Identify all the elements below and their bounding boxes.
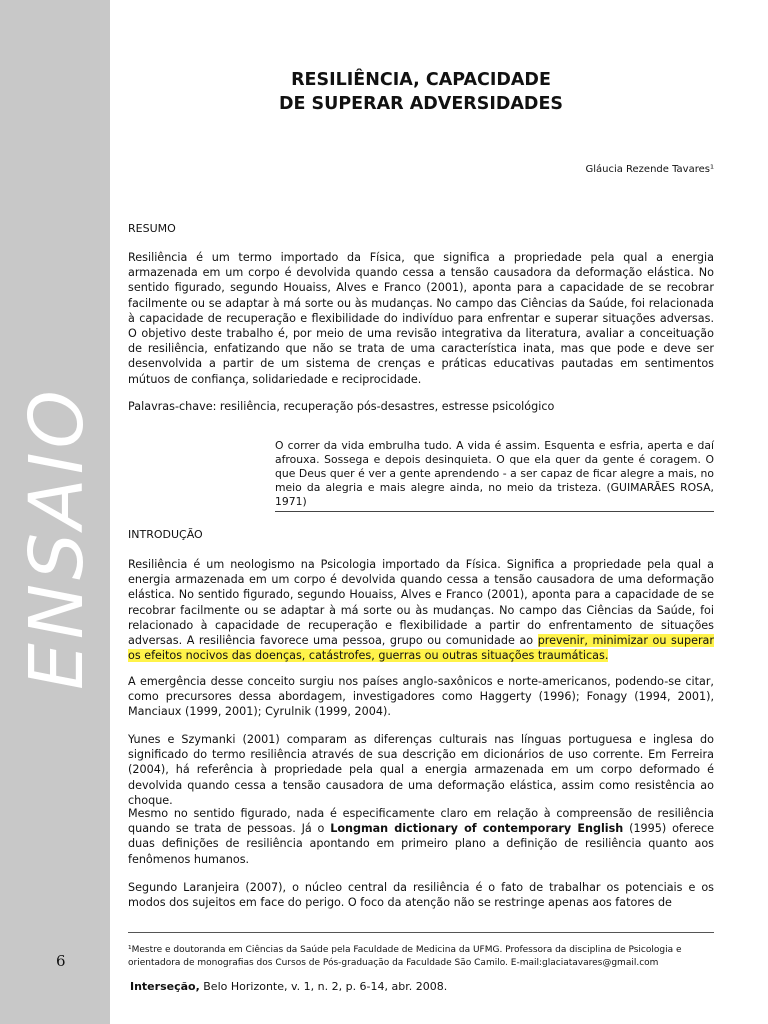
page-number: 6 <box>56 952 66 970</box>
intro-paragraph-4 <box>128 806 714 867</box>
intro-paragraph-3: Yunes e Szymanki (2001) comparam as diferenças culturais nas línguas portuguesa e inglesa do significado do termo resiliência através de sua descrição em dicionários de uso corrente. Em Ferreira (2004), há referência à propriedade pela qual a energia armazenada em um corpo deformado é devolvida quando cessa a tensão causadora de uma deformação elástica, assim como resistência ao choque. <box>128 733 714 807</box>
title-line-2: DE SUPERAR ADVERSIDADES <box>278 94 564 114</box>
title-line-1: RESILIÊNCIA, CAPACIDADE <box>291 70 551 90</box>
intro-paragraph-2: A emergência desse conceito surgiu nos países anglo-saxônicos e norte-americanos, podendo-se citar, como precursores dessa abordagem, investigadores como Haggerty (1996); Fonagy (1994, 2001), Manciaux (1999, 2001); Cyrulnik (1999, 2004). <box>128 675 714 719</box>
footnote-rule <box>128 932 714 933</box>
epigraph-rule <box>275 511 714 512</box>
dictionary-title: Longman dictionary of contemporary English <box>330 822 624 836</box>
keywords: Palavras-chave: resiliência, recuperação pós-desastres, estresse psicológico <box>128 400 555 413</box>
intro-p1-text: Resiliência é um neologismo na Psicologia importado da Física. Significa a propriedade pela qual a energia armazenada em um corpo é devolvida quando cessa a tensão causadora de uma deformação elástica. No sentido figurado, segundo Houaiss, Alves e Franco (2001), aponta para a capacidade de se recobrar facilmente ou se adaptar à má sorte ou às mudanças. No campo das Ciências da Saúde, foi relacionado à capacidade de recuperação e flexibilidade a partir do enfrentamento de situações adversas. A resiliência favorece uma pessoa, grupo ou comunidade ao <box>128 558 714 648</box>
section-label: ENSAIO <box>14 386 100 690</box>
article-title <box>128 68 714 116</box>
introduction-heading: INTRODUÇÃO <box>128 528 203 541</box>
intro-p4-end: (1995) oferece duas definições de resiliência apontando em primeiro plano a definição de resiliência quanto aos fenômenos humanos. <box>128 822 715 866</box>
highlighted-text: prevenir, minimizar ou superar os efeitos nocivos das doenças, catástrofes, guerras ou outras situações traumáticas. <box>128 634 715 663</box>
intro-paragraph-5: Segundo Laranjeira (2007), o núcleo central da resiliência é o fato de trabalhar os potenciais e os modos dos sujeitos em face do perigo. O foco da atenção não se restringe apenas aos fatores de <box>128 881 714 910</box>
journal-name: Interseção, <box>130 980 200 993</box>
epigraph-quote: O correr da vida embrulha tudo. A vida é assim. Esquenta e esfria, aperta e daí afrouxa. Sossega e depois desinquieta. O que ela quer da gente é coragem. O que Deus quer é ver a gente aprendendo - a ser capaz de ficar alegre a mais, no meio da alegria e mais alegre ainda, no meio da tristeza. (GUIMARÃES ROSA, 1971) <box>275 439 714 508</box>
citation-details: Belo Horizonte, v. 1, n. 2, p. 6-14, abr. 2008. <box>199 980 448 993</box>
abstract-text: Resiliência é um termo importado da Física, que significa a propriedade pela qual a energia armazenada em um corpo é devolvida quando cessa a tensão causadora da deformação elástica. No sentido figurado, segundo Houaiss, Alves e Franco (2001), aponta para a capacidade de se recobrar facilmente ou se adaptar à má sorte ou às mudanças. No campo das Ciências da Saúde, foi relacionada à capacidade de recuperação e flexibilidade do indivíduo para enfrentar e superar situações adversas. O objetivo deste trabalho é, por meio de uma revisão integrativa da literatura, avaliar a conceituação de resiliência, enfatizando que não se trata de uma característica inata, mas que pode e deve ser desenvolvida a partir de um sistema de crenças e práticas educativas pautadas em sentimentos mútuos de confiança, solidariedade e reciprocidade. <box>128 251 714 386</box>
author-name: Gláucia Rezende Tavares¹ <box>585 164 714 175</box>
footnote: ¹Mestre e doutoranda em Ciências da Saúde pela Faculdade de Medicina da UFMG. Professora da disciplina de Psicologia e orientadora de monografias dos Cursos de Pós-graduação da Faculdade São Camilo. E-mail:glaciatavares@gmail.com <box>128 945 682 968</box>
intro-p4-start: Mesmo no sentido figurado, nada é especificamente claro em relação à compreensão de resiliência quando se trata de pessoas. Já o <box>128 807 714 836</box>
abstract-heading: RESUMO <box>128 222 176 235</box>
journal-citation <box>130 980 447 993</box>
intro-paragraph-1 <box>128 557 714 663</box>
sidebar-band <box>0 0 110 1024</box>
